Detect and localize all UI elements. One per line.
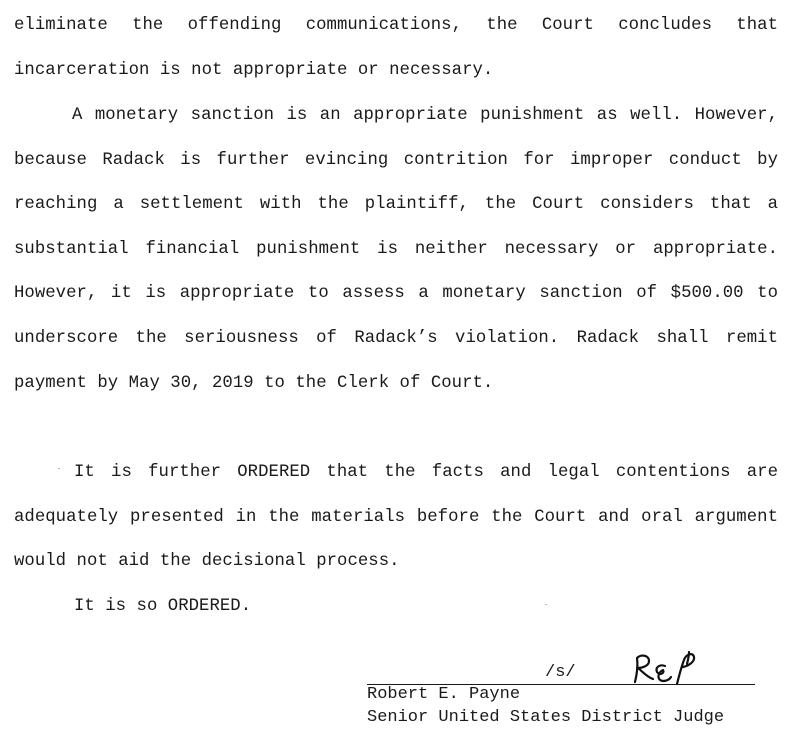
paragraph-so-ordered: It is so ORDERED. xyxy=(74,597,252,616)
electronic-signature-mark: /s/ xyxy=(545,663,576,682)
scan-speck xyxy=(545,604,547,605)
scan-speck xyxy=(58,468,60,469)
paragraph-incarceration-conclusion: eliminate the offending communications, the Court concludes that incarceration is not appropriate or necessary. xyxy=(14,16,778,80)
paragraph-monetary-sanction: A monetary sanction is an appropriate punishment as well. However, because Radack is further evincing contrition for improper conduct by reaching a settlement with the plaintiff, the Court considers that a substantial financial punishment is neither necessary or appropriate. However, it is appropriate to assess a monetary sanction of $500.00 to underscore the seriousness of Radack’s violation. Radack shall remit payment by May 30, 2019 to the Clerk of Court. xyxy=(14,106,778,393)
signature-block xyxy=(367,648,759,738)
judge-title: Senior United States District Judge xyxy=(367,708,725,727)
judge-name: Robert E. Payne xyxy=(367,685,521,704)
paragraph-oral-argument-order: It is further ORDERED that the facts and legal contentions are adequately presented in the materials before the Court and oral argument would not aid the decisional process. xyxy=(14,463,778,572)
handwritten-signature xyxy=(627,648,707,688)
